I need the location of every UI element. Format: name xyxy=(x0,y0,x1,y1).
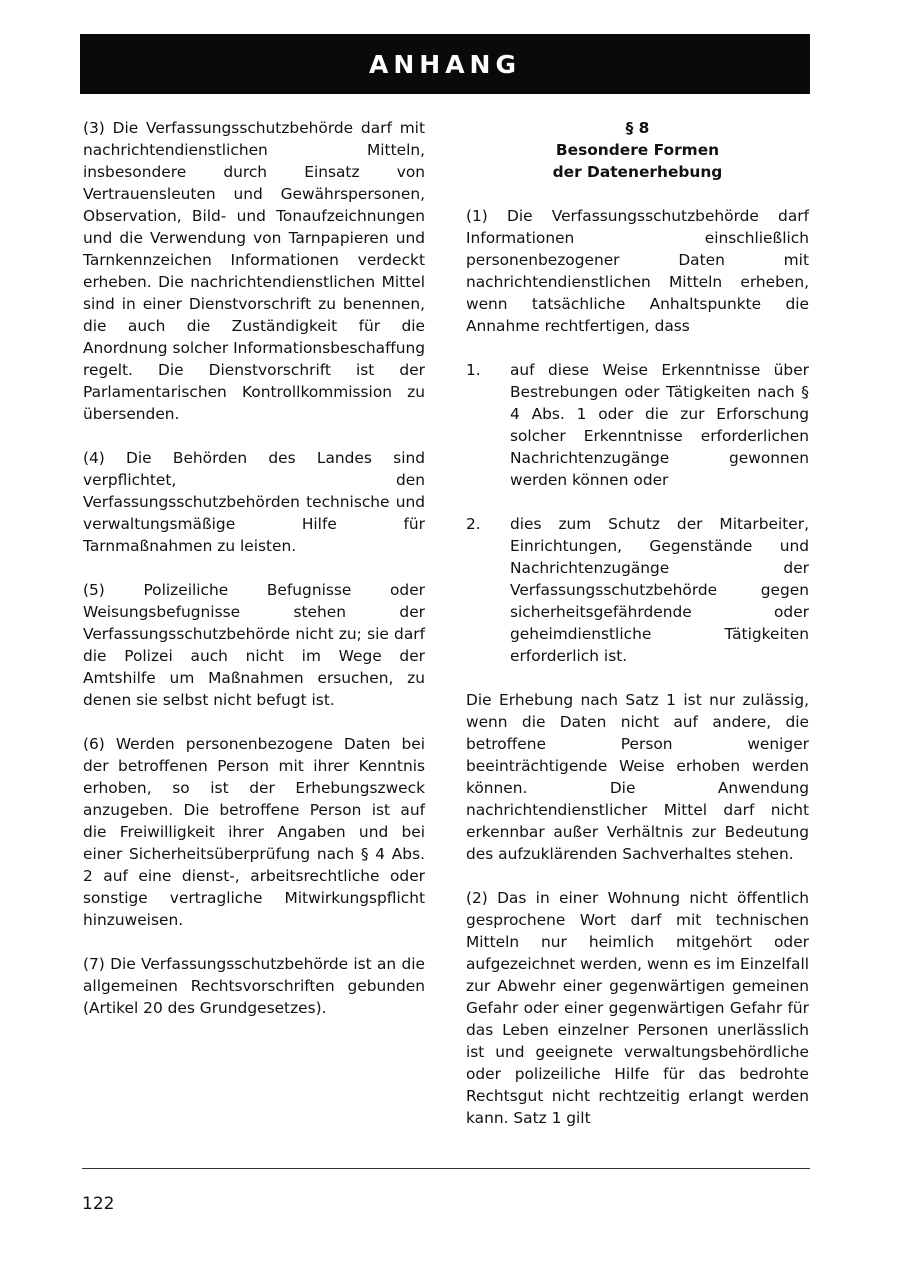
left-column xyxy=(83,117,425,1041)
chapter-title: ANHANG xyxy=(369,49,521,79)
section-title-line1: Besondere Formen xyxy=(555,141,720,159)
list-item xyxy=(466,513,809,667)
paragraph-4: (4) Die Behörden des Landes sind verpflichtet, den Verfassungsschutzbehörden technische und verwaltungsmäßige Hilfe für Tarnmaßnahmen zu leisten. xyxy=(83,449,425,555)
section-title-line2: der Datenerhebung xyxy=(552,163,723,181)
paragraph-3: (3) Die Verfassungsschutzbehörde darf mit nachrichtendienstlichen Mitteln, insbesondere durch Einsatz von Vertrauensleuten und Gewährspersonen, Observation, Bild- und Tonaufzeichnungen und die Verwendung von Tarnpapieren und Tarnkennzeichen Informationen verdeckt erheben. Die nachrichtendienstlichen Mittel sind in einer Dienstvorschrift zu benennen, die auch die Zuständigkeit für die Anordnung solcher Informationsbeschaffung regelt. Die Dienstvorschrift ist der Parlamentarischen Kontrollkommission zu übersenden. xyxy=(83,119,425,423)
list-item-number: 1. xyxy=(466,361,481,379)
paragraph-5: (5) Polizeiliche Befugnisse oder Weisungsbefugnisse stehen der Verfassungsschutzbehörde nicht zu; sie darf die Polizei auch nicht im Wege der Amtshilfe um Maßnahmen ersuchen, zu denen sie selbst nicht befugt ist. xyxy=(83,581,425,709)
list-item-number: 2. xyxy=(466,515,481,533)
right-column xyxy=(466,117,809,1151)
section-number: § 8 xyxy=(625,119,650,137)
section-heading xyxy=(466,117,809,183)
after-list-paragraph: Die Erhebung nach Satz 1 ist nur zulässig, wenn die Daten nicht auf andere, die betroffene Person weniger beeinträchtigende Weise erhoben werden können. Die Anwendung nachrichtendienstlicher Mittel darf nicht erkennbar außer Verhältnis zur Bedeutung des aufzuklärenden Sachverhaltes stehen. xyxy=(466,691,809,863)
numbered-list xyxy=(466,359,809,667)
paragraph-7: (7) Die Verfassungsschutzbehörde ist an die allgemeinen Rechtsvorschriften gebunden (Artikel 20 des Grundgesetzes). xyxy=(83,955,425,1017)
list-item xyxy=(466,359,809,491)
chapter-header-bar xyxy=(80,34,810,94)
list-item-text: auf diese Weise Erkenntnisse über Bestrebungen oder Tätigkeiten nach § 4 Abs. 1 oder die zur Erforschung solcher Erkenntnisse erforderlichen Nachrichtenzugänge gewonnen werden können oder xyxy=(510,361,809,489)
list-item-text: dies zum Schutz der Mitarbeiter, Einrichtungen, Gegenstände und Nachrichtenzugänge der Verfassungsschutzbehörde gegen sicherheitsgefährdende oder geheimdienstliche Tätigkeiten erforderlich ist. xyxy=(510,515,809,665)
footer-rule xyxy=(82,1168,810,1169)
page-number: 122 xyxy=(82,1194,115,1214)
paragraph-6: (6) Werden personenbezogene Daten bei der betroffenen Person mit ihrer Kenntnis erhoben, so ist der Erhebungszweck anzugeben. Die betroffene Person ist auf die Freiwilligkeit ihrer Angaben und bei einer Sicherheitsüberprüfung nach § 4 Abs. 2 auf eine dienst-, arbeitsrechtliche oder sonstige vertragliche Mitwirkungspflicht hinzuweisen. xyxy=(83,735,425,929)
section-intro-paragraph: (1) Die Verfassungsschutzbehörde darf Informationen einschließlich personenbezogener Daten mit nachrichtendienstlichen Mitteln erheben, wenn tatsächliche Anhaltspunkte die Annahme rechtfertigen, dass xyxy=(466,207,809,335)
paragraph-2: (2) Das in einer Wohnung nicht öffentlich gesprochene Wort darf mit technischen Mitteln nur heimlich mitgehört oder aufgezeichnet werden, wenn es im Einzelfall zur Abwehr einer gegenwärtigen gemeinen Gefahr oder einer gegenwärtigen Gefahr für das Leben einzelner Personen unerlässlich ist und geeignete verwaltungsbehördliche oder polizeiliche Hilfe für das bedrohte Rechtsgut nicht rechtzeitig erlangt werden kann. Satz 1 gilt xyxy=(466,889,809,1127)
